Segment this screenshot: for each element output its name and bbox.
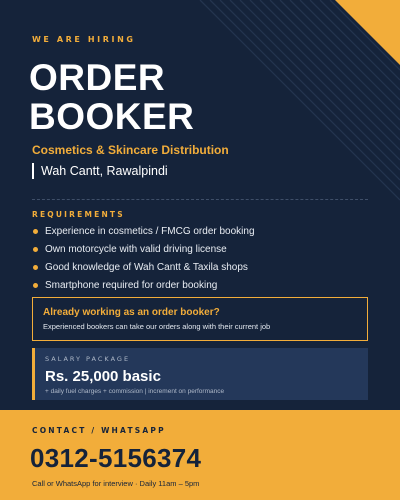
bullet-dot-icon <box>33 265 38 270</box>
requirement-text: Good knowledge of Wah Cantt & Taxila shops <box>45 262 248 273</box>
requirement-item <box>32 225 255 243</box>
requirements-heading: REQUIREMENTS <box>32 210 125 219</box>
job-title-line-1: ORDER <box>29 57 166 98</box>
requirement-text: Experience in cosmetics / FMCG order booking <box>45 226 255 237</box>
requirement-text: Own motorcycle with valid driving license <box>45 244 227 255</box>
salary-package-panel <box>32 348 368 400</box>
bullet-dot-icon <box>33 283 38 288</box>
callout-title: Already working as an order booker? <box>43 307 220 318</box>
corner-accent-triangle <box>335 0 400 65</box>
experienced-booker-callout <box>32 297 368 341</box>
requirement-text: Smartphone required for order booking <box>45 280 218 291</box>
contact-phone-number: 0312-5156374 <box>30 443 202 473</box>
salary-heading: SALARY PACKAGE <box>45 355 131 363</box>
callout-text: Experienced bookers can take our orders along with their current job <box>43 322 271 331</box>
job-title-line-2: BOOKER <box>29 96 195 137</box>
hiring-eyebrow: WE ARE HIRING <box>32 35 136 44</box>
requirement-item <box>32 261 255 279</box>
contact-footer <box>0 410 400 500</box>
company-subtitle: Cosmetics & Skincare Distribution <box>32 143 229 157</box>
salary-amount: Rs. 25,000 basic <box>45 368 161 385</box>
bullet-dot-icon <box>33 229 38 234</box>
bullet-dot-icon <box>33 247 38 252</box>
requirement-item <box>32 279 255 297</box>
requirements-list <box>32 225 255 297</box>
job-location: Wah Cantt, Rawalpindi <box>32 163 168 179</box>
salary-note: + daily fuel charges + commission | increment on performance <box>45 388 225 395</box>
section-divider <box>32 199 368 200</box>
requirement-item <box>32 243 255 261</box>
contact-note: Call or WhatsApp for interview · Daily 11am – 5pm <box>32 479 200 488</box>
job-title <box>29 58 194 136</box>
contact-heading: CONTACT / WHATSAPP <box>32 426 166 435</box>
